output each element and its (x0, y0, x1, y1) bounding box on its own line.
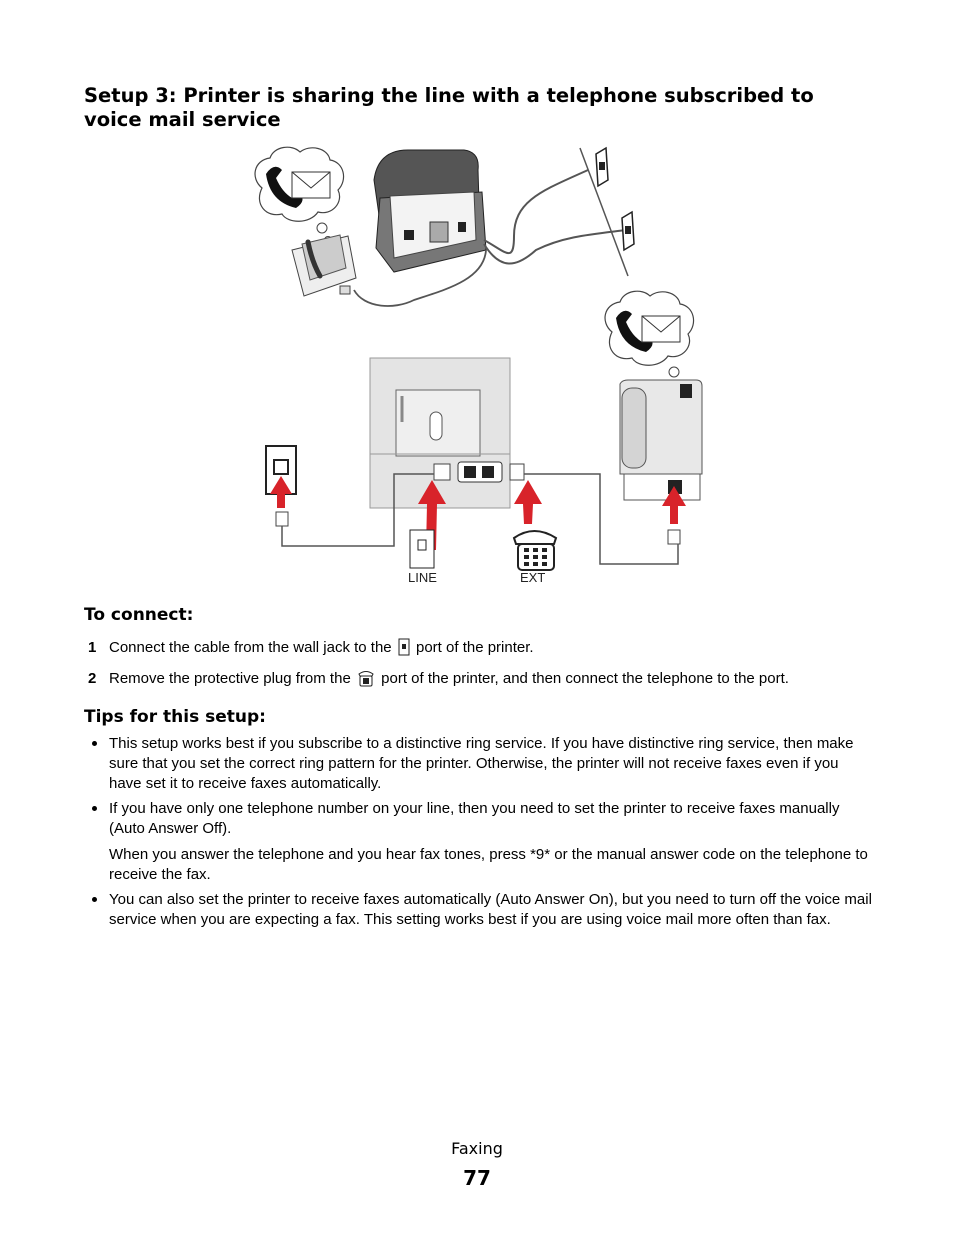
tips-heading: Tips for this setup: (84, 707, 266, 727)
telephone-icon (292, 235, 356, 296)
ext-port-icon (357, 669, 375, 687)
connect-heading: To connect: (84, 605, 194, 625)
setup-illustration (244, 140, 714, 590)
page-title: Setup 3: Printer is sharing the line with a telephone subscribed to voice mail service (84, 84, 814, 131)
footer-section: Faxing (451, 1139, 503, 1158)
bullet-icon (92, 806, 97, 811)
bullet-icon (92, 897, 97, 902)
bullet-icon (92, 741, 97, 746)
printer-back-diagram (370, 358, 524, 508)
voicemail-cloud-icon (255, 147, 344, 243)
ext-label: EXT (520, 570, 546, 585)
wall-jack-icon (596, 148, 608, 186)
wall-jack-icon (622, 212, 634, 250)
step-number: 2 (88, 670, 97, 687)
telephone-icon (620, 380, 702, 544)
voicemail-cloud-icon (605, 291, 694, 387)
tip-note: When you answer the telephone and you hear fax tones, press *9* or the manual answer code on the telephone to receive the fax. (109, 846, 868, 883)
line-port-icon (398, 638, 410, 656)
line-label: LINE (408, 570, 437, 585)
step-number: 1 (88, 639, 97, 656)
printer-icon (374, 150, 486, 272)
line-filter-icon (410, 530, 434, 568)
page-number: 77 (463, 1166, 491, 1190)
ext-phone-icon (514, 531, 556, 570)
